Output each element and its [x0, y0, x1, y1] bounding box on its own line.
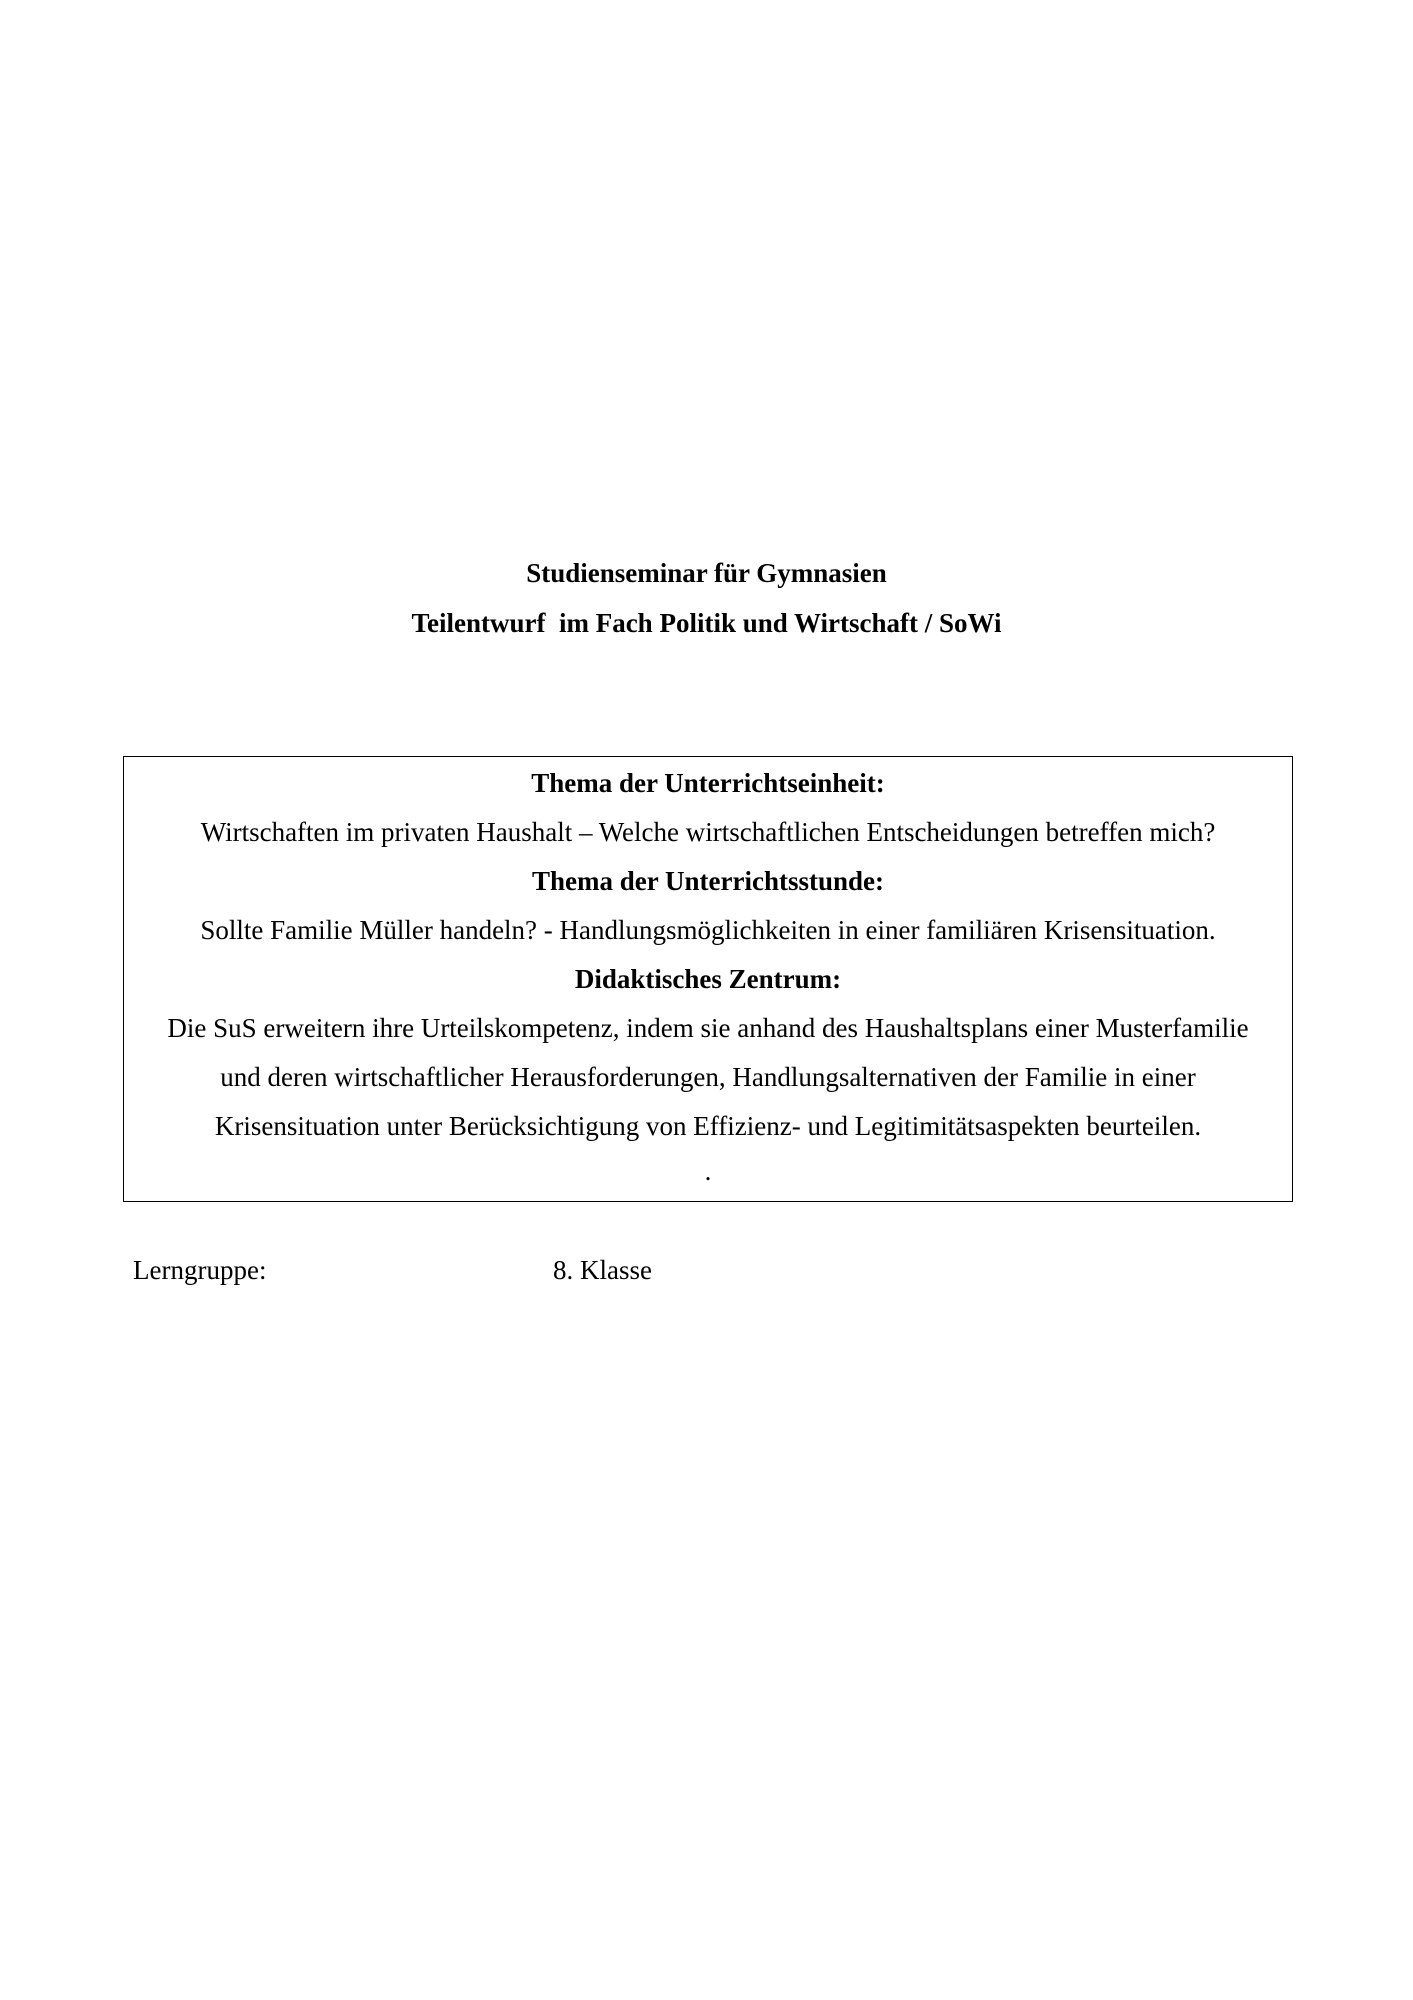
seminar-title: Studienseminar für Gymnasien — [526, 558, 887, 588]
learning-group-label: Lerngruppe: — [133, 1255, 267, 1285]
didactic-center-line: Die SuS erweitern ihre Urteilskompetenz, indem sie anhand des Haushaltsplans einer Musterfamilie — [167, 1013, 1249, 1043]
lesson-topic-heading: Thema der Unterrichtsstunde: — [532, 866, 884, 896]
learning-group-value: 8. Klasse — [553, 1255, 652, 1285]
didactic-center-line: und deren wirtschaftlicher Herausforderungen, Handlungsalternativen der Familie in einer — [220, 1062, 1196, 1092]
topic-box — [123, 756, 1293, 1202]
unit-topic-heading: Thema der Unterrichtseinheit: — [531, 768, 885, 798]
trailing-dot: . — [704, 1156, 712, 1186]
unit-topic-text: Wirtschaften im privaten Haushalt – Welche wirtschaftlichen Entscheidungen betreffen mich? — [200, 817, 1216, 847]
didactic-center-heading: Didaktisches Zentrum: — [574, 964, 842, 994]
draft-subtitle: Teilentwurf im Fach Politik und Wirtschaft / SoWi — [411, 608, 1002, 638]
lesson-topic-text: Sollte Familie Müller handeln? - Handlungsmöglichkeiten in einer familiären Krisensituation. — [200, 915, 1216, 945]
document-header — [0, 548, 1413, 648]
didactic-center-line: Krisensituation unter Berücksichtigung von Effizienz- und Legitimitätsaspekten beurteilen. — [214, 1111, 1202, 1141]
